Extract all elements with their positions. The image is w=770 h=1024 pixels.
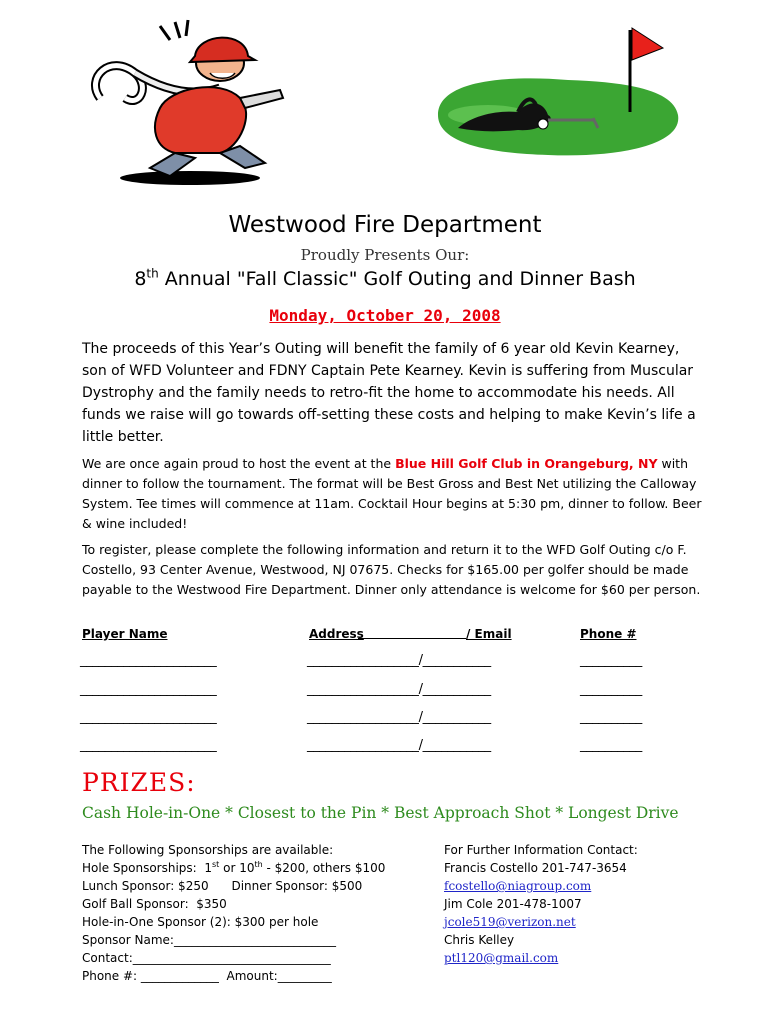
phone-line-4[interactable]: __________ xyxy=(580,738,643,753)
phone-line-3[interactable]: __________ xyxy=(580,710,643,725)
address-underline xyxy=(358,638,466,639)
event-title xyxy=(0,268,770,290)
contact-section xyxy=(444,841,724,967)
col-phone: Phone # xyxy=(580,627,637,641)
hole-sponsorship-text-2: or 10 xyxy=(219,861,255,875)
hole-in-one-sponsor: Hole-in-One Sponsor (2): $300 per hole xyxy=(82,915,319,929)
address-email-line-1[interactable]: __________________/___________ xyxy=(307,653,491,668)
address-email-line-3[interactable]: __________________/___________ xyxy=(307,710,491,725)
venue-details: with dinner to follow the tournament. The format will be Best Gross and Best Net utilizing the Calloway System. Tee times will commence at 11am. Cocktail Hour begins at 5:30 pm, dinner to follow. Beer & wine included! xyxy=(82,456,702,531)
intro-paragraph: The proceeds of this Year’s Outing will benefit the family of 6 year old Kevin Kearney, son of WFD Volunteer and FDNY Captain Pete Kearney. Kevin is suffering from Muscular Dystrophy and the family needs to retro-fit the home to accommodate his needs. All funds we raise will go towards off-setting these costs and helping to make Kevin’s life a little better. xyxy=(82,341,696,445)
col-player-name: Player Name xyxy=(82,627,168,641)
sponsorship-section xyxy=(82,841,412,985)
phone-line-2[interactable]: __________ xyxy=(580,682,643,697)
hole-sponsorship-price: - $200, others $100 xyxy=(262,861,386,875)
col-address: Address xyxy=(309,627,364,641)
event-date: Monday, October 20, 2008 xyxy=(269,306,501,325)
event-ordinal: th xyxy=(146,266,159,281)
contact-cole: Jim Cole 201-478-1007 xyxy=(444,897,582,911)
org-title: Westwood Fire Department xyxy=(228,212,542,238)
contact-costello: Francis Costello 201-747-3654 xyxy=(444,861,627,875)
hole-ordinal-1: st xyxy=(211,860,220,869)
registration-paragraph: To register, please complete the following information and return it to the WFD Golf Outing c/o F. Costello, 93 Center Avenue, Westwood, NJ 07675. Checks for $165.00 per golfer should be made payable to the Westwood Fire Department. Dinner only attendance is welcome for $60 per person. xyxy=(82,542,701,597)
presents-line: Proudly Presents Our: xyxy=(300,246,470,264)
venue-paragraph xyxy=(82,454,702,534)
venue-name: Blue Hill Golf Club in Orangeburg, NY xyxy=(395,456,658,471)
hole-sponsorship-text: Hole Sponsorships: 1 xyxy=(82,861,212,875)
sponsor-name-field[interactable]: Sponsor Name:___________________________ xyxy=(82,933,336,947)
sponsorship-intro: The Following Sponsorships are available: xyxy=(82,843,334,857)
firefighter-clipart-icon xyxy=(80,18,290,188)
event-number: 8 xyxy=(134,268,147,290)
contact-kelley: Chris Kelley xyxy=(444,933,515,947)
col-email: / Email xyxy=(466,627,512,641)
event-name: Annual "Fall Classic" Golf Outing and Dinner Bash xyxy=(158,268,636,290)
player-name-line-3[interactable]: ______________________ xyxy=(80,710,217,725)
prizes-heading: PRIZES: xyxy=(82,768,196,797)
address-email-line-4[interactable]: __________________/___________ xyxy=(307,738,491,753)
address-email-line-2[interactable]: __________________/___________ xyxy=(307,682,491,697)
phone-line-1[interactable]: __________ xyxy=(580,653,643,668)
sponsor-contact-field[interactable]: Contact:_________________________________ xyxy=(82,951,331,965)
player-name-line-2[interactable]: ______________________ xyxy=(80,682,217,697)
player-name-line-4[interactable]: ______________________ xyxy=(80,738,217,753)
golf-ball-sponsor: Golf Ball Sponsor: $350 xyxy=(82,897,227,911)
sponsor-phone-amount-field[interactable]: Phone #: _____________ Amount:_________ xyxy=(82,969,332,983)
hole-ordinal-2: th xyxy=(254,860,263,869)
prize-list: Cash Hole-in-One * Closest to the Pin * Best Approach Shot * Longest Drive xyxy=(82,804,679,822)
hole-sponsorship xyxy=(82,859,412,877)
email-costello-link[interactable]: fcostello@niagroup.com xyxy=(444,879,592,893)
contact-intro: For Further Information Contact: xyxy=(444,843,638,857)
golfer-clipart-icon xyxy=(418,20,688,160)
email-kelley-link[interactable]: ptl120@gmail.com xyxy=(444,951,559,965)
venue-intro: We are once again proud to host the event at the xyxy=(82,456,396,471)
player-name-line-1[interactable]: ______________________ xyxy=(80,653,217,668)
email-cole-link[interactable]: jcole519@verizon.net xyxy=(444,915,576,929)
lunch-dinner-sponsor: Lunch Sponsor: $250 Dinner Sponsor: $500 xyxy=(82,879,363,893)
